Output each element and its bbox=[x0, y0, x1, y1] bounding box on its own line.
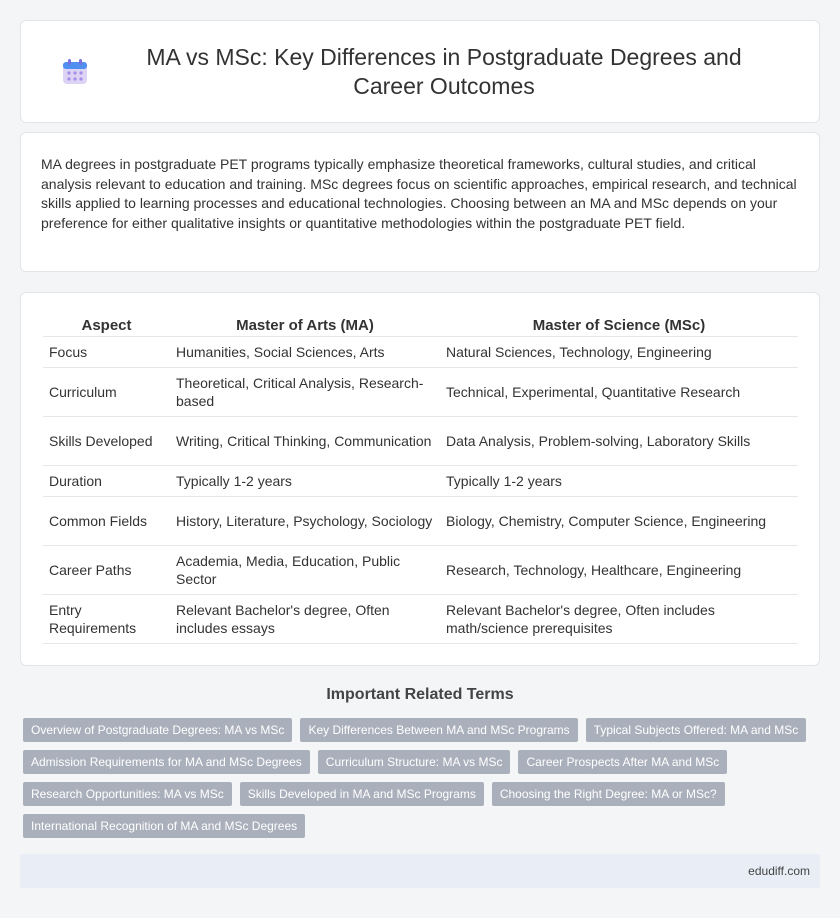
cell-aspect: Curriculum bbox=[43, 368, 170, 417]
related-term-tag[interactable]: Overview of Postgraduate Degrees: MA vs MSc bbox=[23, 718, 292, 742]
page-title: MA vs MSc: Key Differences in Postgraduate Degrees and Career Outcomes bbox=[146, 43, 742, 99]
cell-ma: Relevant Bachelor's degree, Often includes essays bbox=[170, 595, 440, 644]
calendar-icon bbox=[61, 58, 89, 86]
column-header-ma: Master of Arts (MA) bbox=[170, 311, 440, 337]
intro-card bbox=[20, 132, 820, 272]
table-row bbox=[43, 368, 798, 417]
table-row bbox=[43, 417, 798, 466]
table-row bbox=[43, 595, 798, 644]
cell-msc: Natural Sciences, Technology, Engineering bbox=[440, 337, 798, 368]
cell-msc: Relevant Bachelor's degree, Often includes math/science prerequisites bbox=[440, 595, 798, 644]
cell-ma: Humanities, Social Sciences, Arts bbox=[170, 337, 440, 368]
table-row bbox=[43, 337, 798, 368]
footer bbox=[20, 854, 820, 888]
related-term-tag[interactable]: Research Opportunities: MA vs MSc bbox=[23, 782, 232, 806]
footer-site-name: edudiff.com bbox=[748, 864, 810, 878]
column-header-aspect: Aspect bbox=[43, 311, 170, 337]
comparison-table-card bbox=[20, 292, 820, 666]
cell-msc: Technical, Experimental, Quantitative Research bbox=[440, 368, 798, 417]
cell-msc: Research, Technology, Healthcare, Engineering bbox=[440, 546, 798, 595]
table-row bbox=[43, 497, 798, 546]
related-term-tag[interactable]: Skills Developed in MA and MSc Programs bbox=[240, 782, 484, 806]
related-term-tag[interactable]: Key Differences Between MA and MSc Programs bbox=[300, 718, 577, 742]
intro-paragraph: MA degrees in postgraduate PET programs typically emphasize theoretical frameworks, cultural studies, and critical analysis relevant to education and training. MSc degrees focus on scientific approaches, empirical research, and technical skills applied to learning processes and educational technologies. Choosing between an MA and MSc depends on your preference for either qualitative insights or quantitative methodologies within the postgraduate PET field. bbox=[41, 156, 797, 231]
cell-aspect: Career Paths bbox=[43, 546, 170, 595]
related-terms-list bbox=[23, 718, 823, 838]
cell-msc: Biology, Chemistry, Computer Science, Engineering bbox=[440, 497, 798, 546]
related-term-tag[interactable]: Admission Requirements for MA and MSc Degrees bbox=[23, 750, 310, 774]
related-term-tag[interactable]: International Recognition of MA and MSc Degrees bbox=[23, 814, 305, 838]
table-row bbox=[43, 546, 798, 595]
cell-aspect: Common Fields bbox=[43, 497, 170, 546]
table-header-row bbox=[43, 311, 798, 337]
cell-ma: Writing, Critical Thinking, Communication bbox=[170, 417, 440, 466]
cell-aspect: Duration bbox=[43, 466, 170, 497]
cell-msc: Typically 1-2 years bbox=[440, 466, 798, 497]
cell-aspect: Skills Developed bbox=[43, 417, 170, 466]
related-term-tag[interactable]: Choosing the Right Degree: MA or MSc? bbox=[492, 782, 725, 806]
related-term-tag[interactable]: Curriculum Structure: MA vs MSc bbox=[318, 750, 511, 774]
related-term-tag[interactable]: Career Prospects After MA and MSc bbox=[518, 750, 727, 774]
cell-ma: Typically 1-2 years bbox=[170, 466, 440, 497]
column-header-msc: Master of Science (MSc) bbox=[440, 311, 798, 337]
cell-aspect: Focus bbox=[43, 337, 170, 368]
cell-ma: Theoretical, Critical Analysis, Research-based bbox=[170, 368, 440, 417]
table-row bbox=[43, 466, 798, 497]
cell-aspect: Entry Requirements bbox=[43, 595, 170, 644]
cell-ma: History, Literature, Psychology, Sociology bbox=[170, 497, 440, 546]
related-terms-title: Important Related Terms bbox=[326, 686, 514, 703]
comparison-table bbox=[43, 311, 798, 644]
cell-ma: Academia, Media, Education, Public Sector bbox=[170, 546, 440, 595]
header-card bbox=[20, 20, 820, 123]
related-term-tag[interactable]: Typical Subjects Offered: MA and MSc bbox=[586, 718, 807, 742]
cell-msc: Data Analysis, Problem-solving, Laboratory Skills bbox=[440, 417, 798, 466]
